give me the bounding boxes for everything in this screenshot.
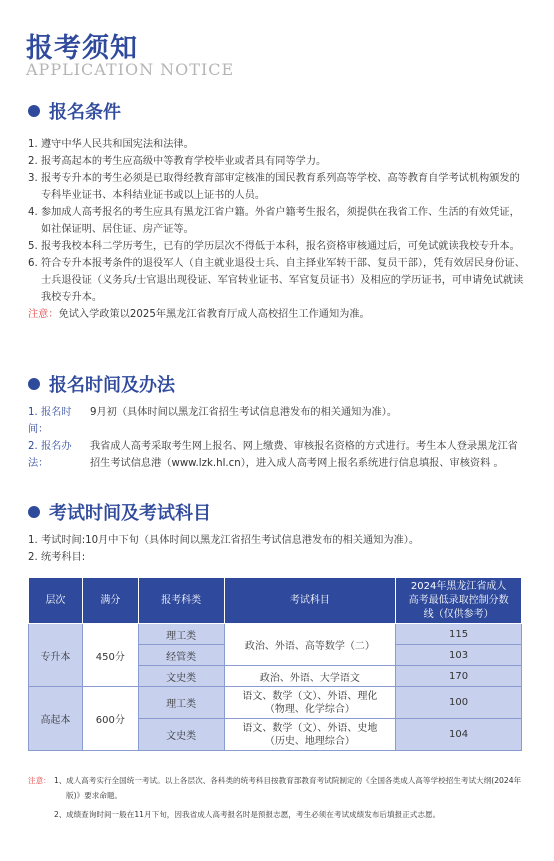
bullet-dot-icon (28, 378, 40, 390)
exam-info (28, 532, 528, 566)
section-title: 报名时间及办法 (49, 375, 175, 396)
footnote-item: 注意： 1、 成人高考实行全国统一考试。以上各层次、各科类的统考科目按教育部教育考试院制定的《全国各类成人高等学校招生考试大纲(2024年版)》要求命题。 (28, 776, 522, 800)
list-item: 1. 遵守中华人民共和国宪法和法律。 (28, 139, 194, 150)
exam-time: 1. 考试时间:10月中下旬（具体时间以黑龙江省招生考试信息港发布的相关通知为准）。 (28, 535, 419, 546)
table-row: 高起本 600分 理工类 语文、数学（文）、外语、理化（物理、化学综合） 100 (29, 687, 522, 719)
page-title: 报考须知 (26, 33, 138, 64)
list-item: 4. 参加成人高考报名的考生应具有黑龙江省户籍。外省户籍考生报名，须提供在我省工作、生活的有效凭证，如社保证明、居住证、房产证等。 (28, 207, 520, 235)
section-title: 考试时间及考试科目 (49, 503, 211, 524)
table-header-cell: 满分 (82, 578, 138, 624)
list-item: 5. 报考我校本科二学历考生，已有的学历层次不得低于本科，报名资格审核通过后，可免试就读我校专升本。 (28, 241, 520, 252)
section-exam-header (28, 499, 211, 525)
bullet-dot-icon (28, 105, 40, 117)
section-registration-header (28, 371, 175, 397)
list-item: 1. 报名时间： 9月初（具体时间以黑龙江省招生考试信息港发布的相关通知为准）。 (28, 407, 398, 435)
table-header-cell: 考试科目 (224, 578, 396, 624)
section-conditions-header (28, 98, 121, 124)
conditions-note: 注意：免试入学政策以2025年黑龙江省教育厅成人高校招生工作通知为准。 (28, 309, 370, 320)
list-item: 2. 报名办法： 我省成人高考采取考生网上报名、网上缴费、审核报名资格的方式进行。考生本人登录黑龙江省招生考试信息港（www.lzk.hl.cn），进入成人高考网上报名系统进行信息填报、审核资料 。 (28, 441, 518, 469)
table-header-row (29, 578, 522, 624)
table-header-cell: 报考科类 (138, 578, 224, 624)
table-header-cell: 2024年黑龙江省成人高考最低录取控制分数线（仅供参考） (396, 578, 522, 624)
footnotes (28, 773, 528, 822)
table-header-cell: 层次 (29, 578, 83, 624)
table-row: 文史类 政治、外语、大学语文 170 (29, 666, 522, 687)
table-row: 经管类 103 (29, 645, 522, 666)
table-row: 文史类 语文、数学（文）、外语、史地（历史、地理综合） 104 (29, 719, 522, 751)
list-item: 6. 符合专升本报考条件的退役军人（自主就业退役士兵、自主择业军转干部、复员干部），凭有效居民身份证、士兵退役证（义务兵/士官退出现役证、军官转业证书、军官复员证书）及相应的学历证书，可申请免试就读我校专升本。 (28, 258, 525, 303)
table-row: 专升本 450分 理工类 政治、外语、高等数学（二） 115 (29, 624, 522, 645)
list-item: 2. 报考高起本的考生应高级中等教育学校毕业或者具有同等学力。 (28, 156, 327, 167)
page-subtitle: APPLICATION NOTICE (26, 60, 235, 79)
bullet-dot-icon (28, 506, 40, 518)
list-item: 3. 报考专升本的考生必须是已取得经教育部审定核准的国民教育系列高等学校、高等教育自学考试机构颁发的专科毕业证书、本科结业证书或以上证书的人员。 (28, 173, 520, 201)
exam-subjects-table (28, 577, 522, 751)
footnote-item: 2、 成绩查询时间一般在11月下旬，因我省成人高考报名时是预报志愿，考生必须在考试成绩发布后填报正式志愿。 (54, 810, 441, 819)
exam-subjects-label: 2. 统考科目: (28, 552, 86, 563)
registration-list (28, 404, 528, 472)
section-title: 报名条件 (49, 102, 121, 123)
conditions-list (28, 136, 528, 323)
